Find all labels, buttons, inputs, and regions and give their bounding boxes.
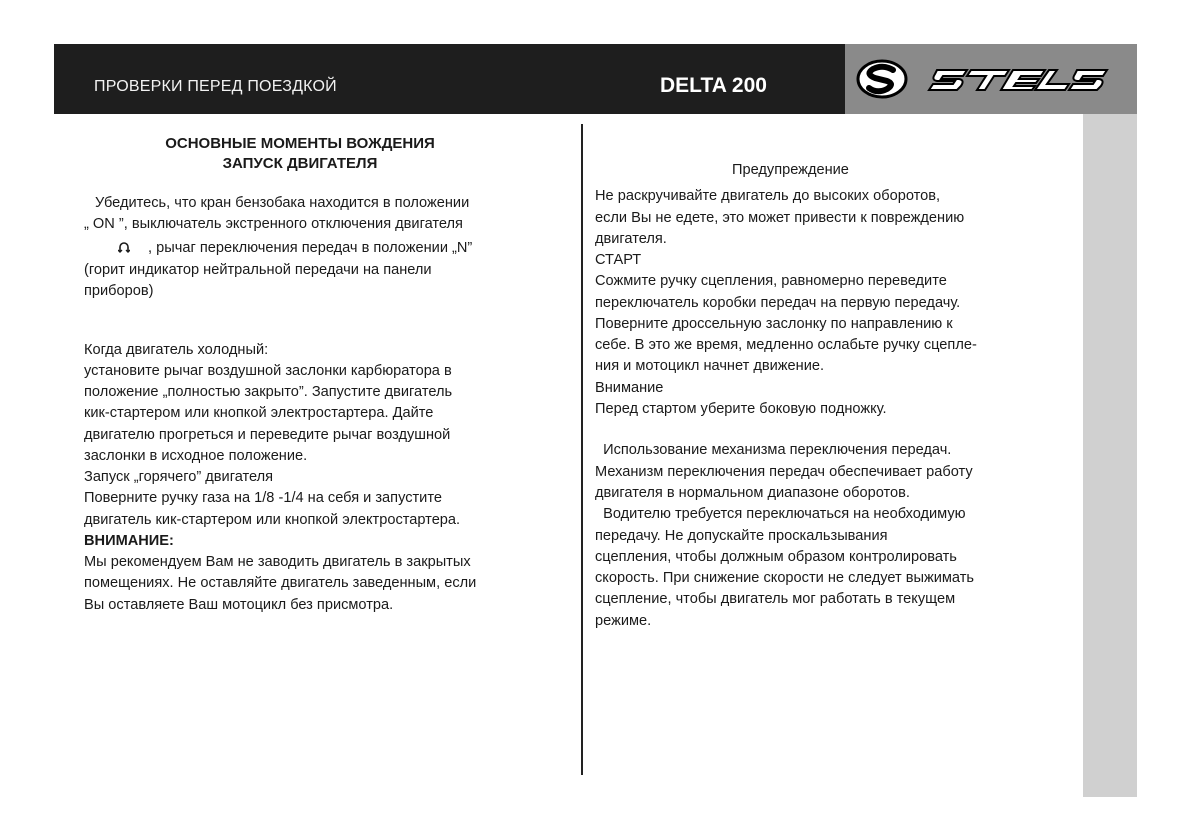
caution-line-1: Не раскручивайте двигатель до высоких оборотов, (595, 188, 941, 204)
heading-engine-start: ЗАПУСК ДВИГАТЕЛЯ (222, 155, 378, 172)
warning-line-2: помещениях. Не оставляйте двигатель заведенным, если (84, 575, 477, 591)
check-line-1: Убедитесь, что кран бензобака находится в положении (95, 195, 470, 211)
cold-line-2: положение „полностью закрыто”. Запустите двигатель (84, 384, 453, 400)
start-line-1: Сожмите ручку сцепления, равномерно переведите (595, 273, 947, 289)
column-divider (581, 124, 583, 775)
start-line-4: себе. В это же время, медленно ослабьте ручку сцепле- (595, 337, 977, 353)
warning-title: ВНИМАНИЕ: (84, 533, 174, 549)
stels-s-emblem-icon (858, 61, 906, 97)
caution-line-3: двигателя. (595, 231, 667, 247)
cold-line-3: кик-стартером или кнопкой электростартера. Дайте (84, 405, 434, 421)
hot-start-title: Запуск „горячего” двигателя (84, 469, 274, 485)
start-line-5: ния и мотоцикл начнет движение. (595, 358, 825, 374)
brand-logo (845, 44, 1137, 114)
caution-title: Предупреждение (732, 162, 849, 178)
gear-line-2: двигателя в нормальном диапазоне оборотов. (595, 485, 910, 501)
hot-line-2: двигатель кик-стартером или кнопкой электростартера. (84, 512, 461, 528)
warning-line-3: Вы оставляете Ваш мотоцикл без присмотра. (84, 597, 394, 613)
engine-stop-switch-icon (118, 241, 130, 253)
section-title: ПРОВЕРКИ ПЕРЕД ПОЕЗДКОЙ (94, 78, 337, 95)
check-line-3 (84, 238, 472, 259)
cold-line-4: двигателю прогреться и переведите рычаг воздушной (84, 427, 451, 443)
check-line-2: „ ON ”, выключатель экстренного отключения двигателя (84, 216, 463, 232)
gear-line-7: сцепление, чтобы двигатель мог работать в текущем (595, 591, 956, 607)
caution-line-2: если Вы не едете, это может привести к повреждению (595, 210, 965, 226)
cold-line-5: заслонки в исходное положение. (84, 448, 308, 464)
gear-line-5: сцепления, чтобы должным образом контролировать (595, 549, 957, 565)
gear-line-6: скорость. При снижение скорости не следует выжимать (595, 570, 974, 586)
cold-start-title: Когда двигатель холодный: (84, 342, 269, 358)
check-line-5: приборов) (84, 283, 154, 299)
gear-line-3: Водителю требуется переключаться на необходимую (595, 506, 966, 522)
warning-line-1: Мы рекомендуем Вам не заводить двигатель в закрытых (84, 554, 471, 570)
cold-line-1: установите рычаг воздушной заслонки карбюратора в (84, 363, 452, 379)
gear-title: Использование механизма переключения передач. (595, 442, 952, 458)
gear-line-8: режиме. (595, 613, 652, 629)
stels-wordmark-icon (929, 70, 1107, 90)
attention-line-1: Перед стартом уберите боковую подножку. (595, 401, 887, 417)
start-line-2: переключатель коробки передач на первую передачу. (595, 295, 961, 311)
gear-line-4: передачу. Не допускайте проскальзывания (595, 528, 888, 544)
attention-title: Внимание (595, 380, 664, 396)
model-name: DELTA 200 (660, 74, 767, 97)
check-line-3-text: , рычаг переключения передач в положении „N” (144, 240, 473, 256)
start-title: СТАРТ (595, 252, 642, 268)
check-line-4: (горит индикатор нейтральной передачи на панели (84, 262, 432, 278)
hot-line-1: Поверните ручку газа на 1/8 -1/4 на себя и запустите (84, 490, 442, 506)
side-tab-strip (1083, 114, 1137, 797)
heading-main: ОСНОВНЫЕ МОМЕНТЫ ВОЖДЕНИЯ (165, 135, 435, 152)
start-line-3: Поверните дроссельную заслонку по направлению к (595, 316, 953, 332)
gear-line-1: Механизм переключения передач обеспечивает работу (595, 464, 973, 480)
